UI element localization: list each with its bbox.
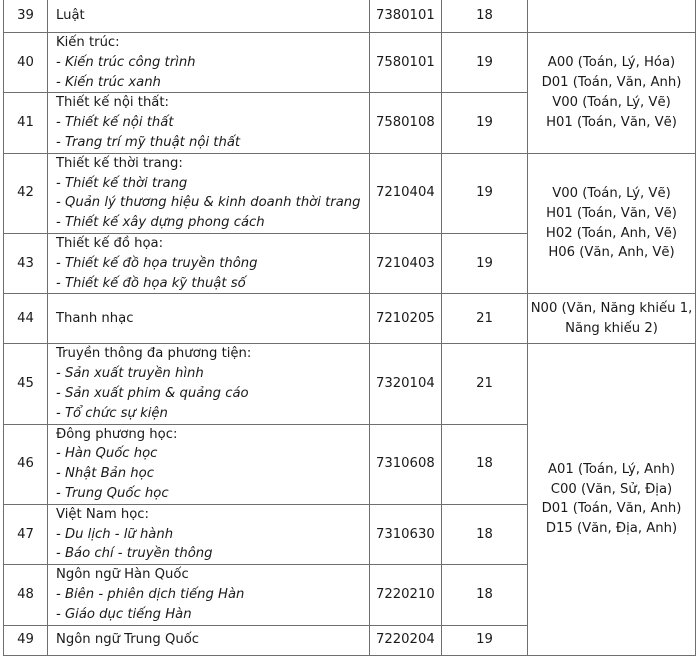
specialization: - Sản xuất phim & quảng cáo [56, 385, 249, 401]
combination: D01 (Toán, Văn, Anh) [541, 75, 682, 91]
specialization: - Thiết kế nội thất [56, 115, 174, 131]
quota: 18 [442, 424, 528, 504]
quota: 18 [442, 0, 528, 33]
subject-combinations [528, 33, 696, 154]
major-title: Thiết kế đồ họa: [56, 235, 164, 251]
major-code: 7380101 [370, 0, 442, 33]
quota: 21 [442, 294, 528, 344]
major-title: Ngôn ngữ Trung Quốc [56, 632, 200, 648]
major-code: 7580108 [370, 93, 442, 153]
combination: V00 (Toán, Lý, Vẽ) [552, 94, 671, 110]
subject-combinations [528, 294, 696, 344]
major-name [48, 625, 370, 655]
table-row [4, 33, 696, 93]
major-title: Truyền thông đa phương tiện: [56, 346, 252, 362]
specialization: - Sản xuất truyền hình [56, 366, 204, 382]
major-code: 7310630 [370, 504, 442, 564]
specialization: - Biên - phiên dịch tiếng Hàn [56, 586, 245, 602]
table-row [4, 294, 696, 344]
combination: N00 (Văn, Năng khiếu 1, [530, 301, 693, 317]
specialization: - Trung Quốc học [56, 485, 169, 501]
major-title: Luật [56, 8, 85, 24]
major-title: Thiết kế nội thất: [56, 95, 170, 111]
table-row [4, 153, 696, 233]
major-code: 7310608 [370, 424, 442, 504]
specialization: - Hàn Quốc học [56, 446, 158, 462]
quota: 18 [442, 565, 528, 625]
row-number: 40 [4, 33, 48, 93]
quota: 19 [442, 233, 528, 293]
combination: H01 (Toán, Văn, Vẽ) [546, 114, 677, 130]
major-name [48, 0, 370, 33]
major-title: Việt Nam học: [56, 506, 149, 522]
row-number: 45 [4, 344, 48, 424]
specialization: - Thiết kế thời trang [56, 175, 188, 191]
major-name [48, 233, 370, 293]
row-number: 48 [4, 565, 48, 625]
major-name [48, 424, 370, 504]
combination: H01 (Toán, Văn, Vẽ) [546, 205, 677, 221]
quota: 19 [442, 625, 528, 655]
specialization: - Kiến trúc xanh [56, 74, 161, 90]
major-code: 7320104 [370, 344, 442, 424]
row-number: 44 [4, 294, 48, 344]
combination: H06 (Văn, Anh, Vẽ) [548, 245, 675, 261]
row-number: 47 [4, 504, 48, 564]
major-code: 7210404 [370, 153, 442, 233]
major-title: Kiến trúc: [56, 35, 120, 50]
major-code: 7220204 [370, 625, 442, 655]
quota: 19 [442, 33, 528, 93]
combination: A01 (Toán, Lý, Anh) [547, 461, 676, 477]
major-code: 7210205 [370, 294, 442, 344]
major-code: 7580101 [370, 33, 442, 93]
major-name [48, 153, 370, 233]
major-name [48, 33, 370, 93]
quota: 19 [442, 153, 528, 233]
subject-combinations [528, 153, 696, 294]
major-name [48, 294, 370, 344]
major-name [48, 344, 370, 424]
major-name [48, 504, 370, 564]
table-row [4, 344, 696, 424]
row-number: 39 [4, 0, 48, 33]
major-title: Đông phương học: [56, 426, 178, 442]
specialization: - Tổ chức sự kiện [56, 405, 168, 421]
major-code: 7210403 [370, 233, 442, 293]
combination: D01 (Toán, Văn, Anh) [541, 501, 682, 517]
combination: C00 (Văn, Sử, Địa) [550, 481, 673, 497]
quota: 19 [442, 93, 528, 153]
specialization: - Quản lý thương hiệu & kinh doanh thời trang [56, 195, 361, 211]
specialization: - Trang trí mỹ thuật nội thất [56, 134, 241, 150]
major-code: 7220210 [370, 565, 442, 625]
specialization: - Giáo dục tiếng Hàn [56, 606, 192, 622]
specialization: - Du lịch - lữ hành [56, 526, 174, 542]
row-number: 46 [4, 424, 48, 504]
row-number: 49 [4, 625, 48, 655]
combination: H02 (Toán, Anh, Vẽ) [545, 225, 678, 241]
major-title: Ngôn ngữ Hàn Quốc [56, 567, 189, 583]
combination: Năng khiếu 2) [565, 320, 658, 336]
row-number: 42 [4, 153, 48, 233]
combination: D15 (Văn, Địa, Anh) [545, 521, 678, 537]
table-row [4, 0, 696, 33]
specialization: - Thiết kế đồ họa kỹ thuật số [56, 275, 246, 291]
combination: V00 (Toán, Lý, Vẽ) [552, 185, 671, 201]
row-number: 41 [4, 93, 48, 153]
specialization: - Thiết kế đồ họa truyền thông [56, 255, 258, 271]
specialization: - Nhật Bản học [56, 466, 154, 482]
major-name [48, 93, 370, 153]
specialization: - Thiết kế xây dựng phong cách [56, 215, 265, 231]
specialization: - Kiến trúc công trình [56, 54, 196, 70]
subject-combinations-empty [528, 0, 696, 33]
admission-table [3, 0, 696, 656]
row-number: 43 [4, 233, 48, 293]
specialization: - Báo chí - truyền thông [56, 546, 213, 562]
subject-combinations [528, 344, 696, 655]
major-title: Thiết kế thời trang: [56, 155, 183, 171]
quota: 18 [442, 504, 528, 564]
major-name [48, 565, 370, 625]
major-title: Thanh nhạc [56, 310, 134, 326]
combination: A00 (Toán, Lý, Hóa) [547, 55, 676, 71]
quota: 21 [442, 344, 528, 424]
